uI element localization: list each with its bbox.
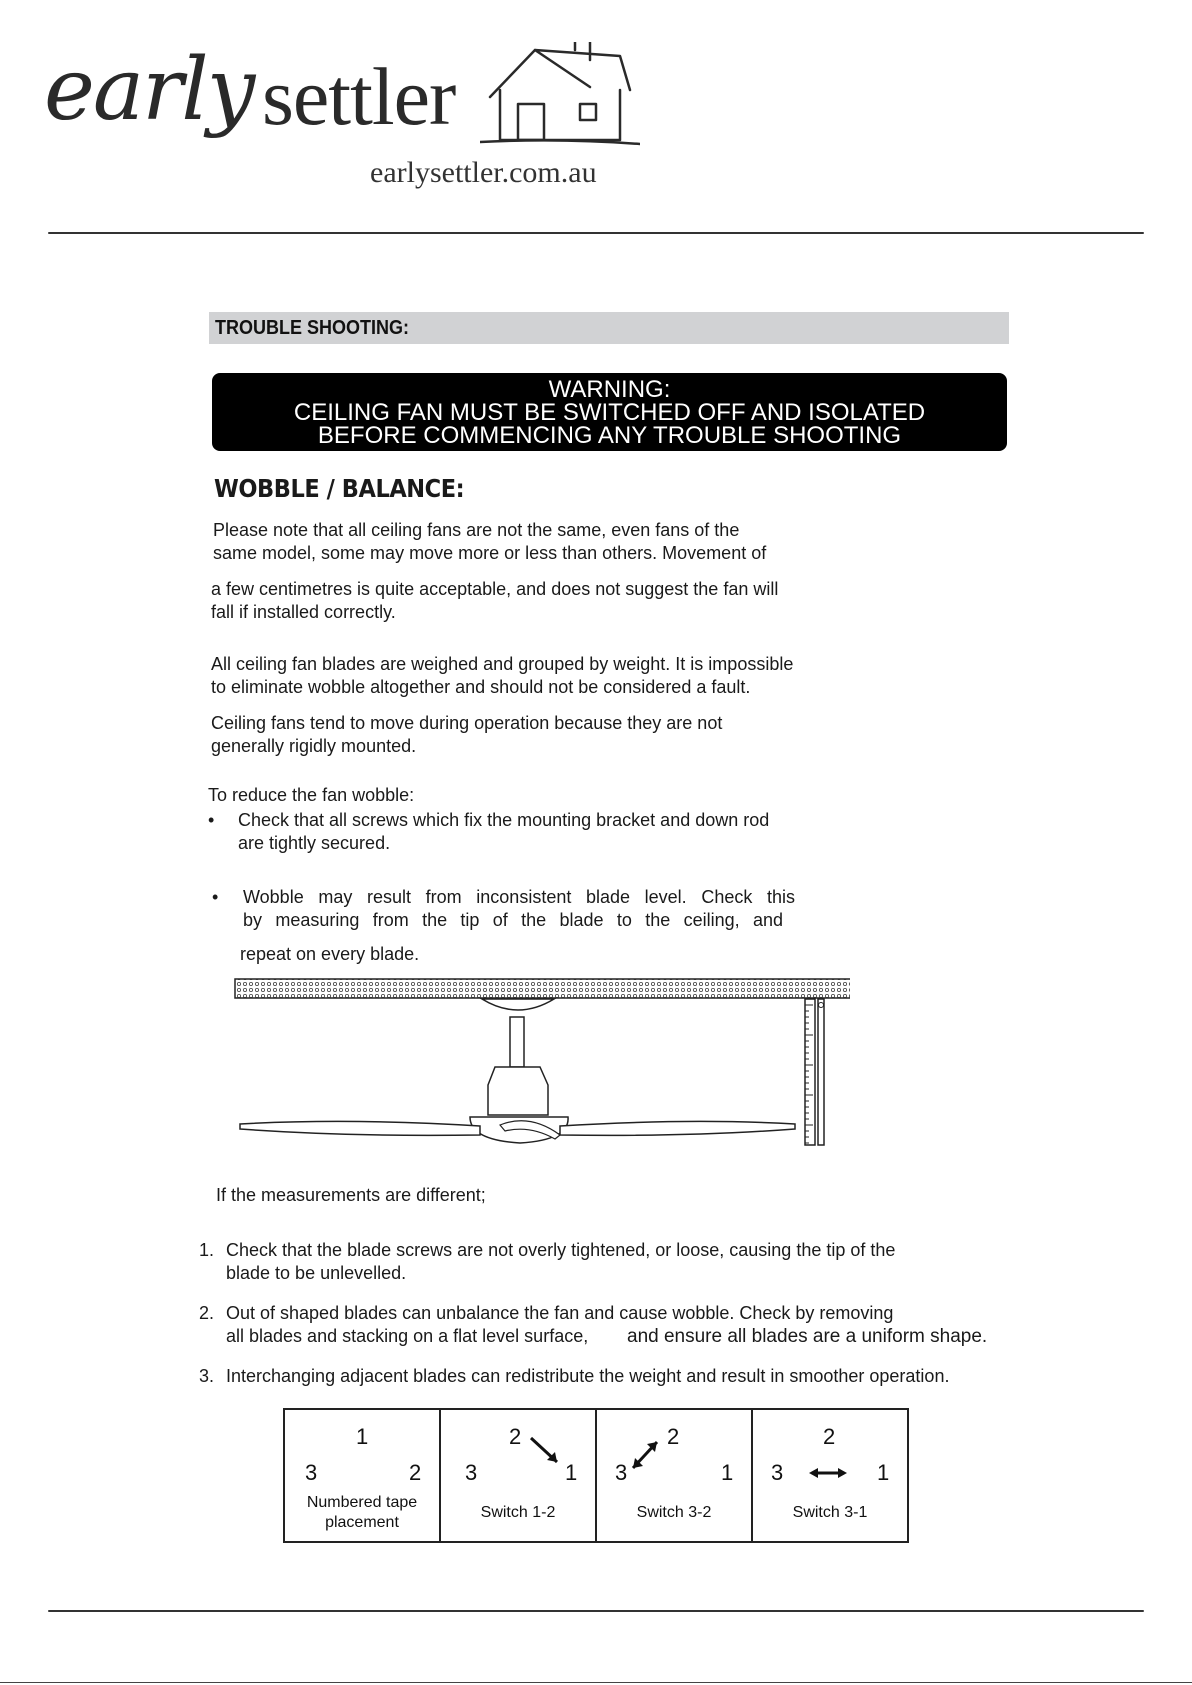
cell-caption bbox=[285, 1493, 439, 1533]
blade-number: 3 bbox=[771, 1460, 784, 1485]
cell-caption bbox=[753, 1503, 907, 1523]
tape-cell bbox=[753, 1410, 907, 1541]
paragraph-line: Please note that all ceiling fans are not the same, even fans of the bbox=[213, 520, 740, 540]
blade-switch-table bbox=[283, 1408, 909, 1543]
reduce-intro: To reduce the fan wobble: bbox=[208, 785, 415, 805]
caption-line: placement bbox=[325, 1514, 399, 1531]
cell-caption bbox=[441, 1503, 595, 1523]
step-line: all blades and stacking on a flat level surface, bbox=[226, 1326, 589, 1346]
section-title: TROUBLE SHOOTING: bbox=[215, 317, 409, 339]
bullet-mark: • bbox=[212, 887, 219, 907]
measuring-ruler-icon bbox=[805, 999, 824, 1145]
bullet-line: are tightly secured. bbox=[238, 833, 391, 853]
paragraph-line: Ceiling fans tend to move during operation because they are not bbox=[211, 713, 723, 733]
section-header-bar bbox=[209, 312, 1009, 344]
brand-wordmark: settler bbox=[262, 51, 456, 142]
bullet-mark: • bbox=[208, 810, 215, 830]
blade-number: 2 bbox=[823, 1424, 836, 1449]
tape-cell bbox=[285, 1410, 441, 1541]
wobble-heading: WOBBLE / BALANCE: bbox=[214, 474, 465, 503]
blade-number: 2 bbox=[667, 1424, 680, 1449]
header-divider bbox=[48, 232, 1144, 234]
step-line: Interchanging adjacent blades can redistribute the weight and result in smoother operation. bbox=[226, 1366, 950, 1386]
blade-number: 1 bbox=[565, 1460, 578, 1485]
caption-line: Switch 1-2 bbox=[480, 1504, 556, 1521]
brand-script-wordmark: early bbox=[44, 40, 254, 140]
warning-line: BEFORE COMMENCING ANY TROUBLE SHOOTING bbox=[317, 422, 902, 449]
arrow-icon bbox=[809, 1466, 847, 1480]
page-bottom-edge bbox=[0, 1682, 1192, 1683]
house-logo-icon bbox=[480, 42, 640, 147]
paragraph-line: generally rigidly mounted. bbox=[211, 736, 417, 756]
step-number: 1. bbox=[199, 1240, 215, 1260]
step-line: Out of shaped blades can unbalance the fan and cause wobble. Check by removing bbox=[226, 1303, 894, 1323]
paragraph-line: All ceiling fan blades are weighed and grouped by weight. It is impossible bbox=[211, 654, 794, 674]
warning-title: WARNING: bbox=[548, 376, 671, 403]
blade-number: 2 bbox=[509, 1424, 522, 1449]
blade-number: 3 bbox=[305, 1460, 318, 1485]
footer-divider bbox=[48, 1610, 1144, 1612]
blade-number: 1 bbox=[877, 1460, 890, 1485]
blade-number: 1 bbox=[356, 1424, 369, 1449]
bullet-line: repeat on every blade. bbox=[240, 944, 420, 964]
arrow-icon bbox=[527, 1432, 563, 1468]
arrow-icon bbox=[629, 1436, 665, 1472]
ceiling-fan-diagram bbox=[230, 975, 850, 1175]
step-number: 3. bbox=[199, 1366, 215, 1386]
step-line: and ensure all blades are a uniform shape. bbox=[627, 1326, 988, 1347]
ceiling bbox=[235, 979, 850, 998]
blade-number: 3 bbox=[615, 1460, 628, 1485]
paragraph-line: fall if installed correctly. bbox=[211, 602, 396, 622]
blade-number: 3 bbox=[465, 1460, 478, 1485]
blade-number: 2 bbox=[409, 1460, 422, 1485]
blade-number: 1 bbox=[721, 1460, 734, 1485]
step-line: blade to be unlevelled. bbox=[226, 1263, 407, 1283]
caption-line: Numbered tape bbox=[306, 1494, 418, 1511]
paragraph-line: to eliminate wobble altogether and should not be considered a fault. bbox=[211, 677, 751, 697]
paragraph-line: a few centimetres is quite acceptable, and does not suggest the fan will bbox=[211, 579, 779, 599]
measurement-intro: If the measurements are different; bbox=[216, 1185, 486, 1205]
tape-cell bbox=[597, 1410, 753, 1541]
tape-cell bbox=[441, 1410, 597, 1541]
caption-line: Switch 3-1 bbox=[792, 1504, 868, 1521]
caption-line: Switch 3-2 bbox=[636, 1504, 712, 1521]
bullet-line: Check that all screws which fix the mounting bracket and down rod bbox=[238, 810, 770, 830]
paragraph-line: same model, some may move more or less than others. Movement of bbox=[213, 543, 767, 563]
step-number: 2. bbox=[199, 1303, 215, 1323]
step-line: Check that the blade screws are not overly tightened, or loose, causing the tip of the bbox=[226, 1240, 896, 1260]
cell-caption bbox=[597, 1503, 751, 1523]
bullet-line: Wobble may result from inconsistent blade level. Check this bbox=[243, 887, 795, 907]
warning-box bbox=[212, 373, 1007, 451]
warning-line: CEILING FAN MUST BE SWITCHED OFF AND ISOLATED bbox=[293, 399, 926, 426]
bullet-line: by measuring from the tip of the blade to the ceiling, and bbox=[243, 910, 783, 930]
website-url: earlysettler.com.au bbox=[370, 156, 597, 189]
